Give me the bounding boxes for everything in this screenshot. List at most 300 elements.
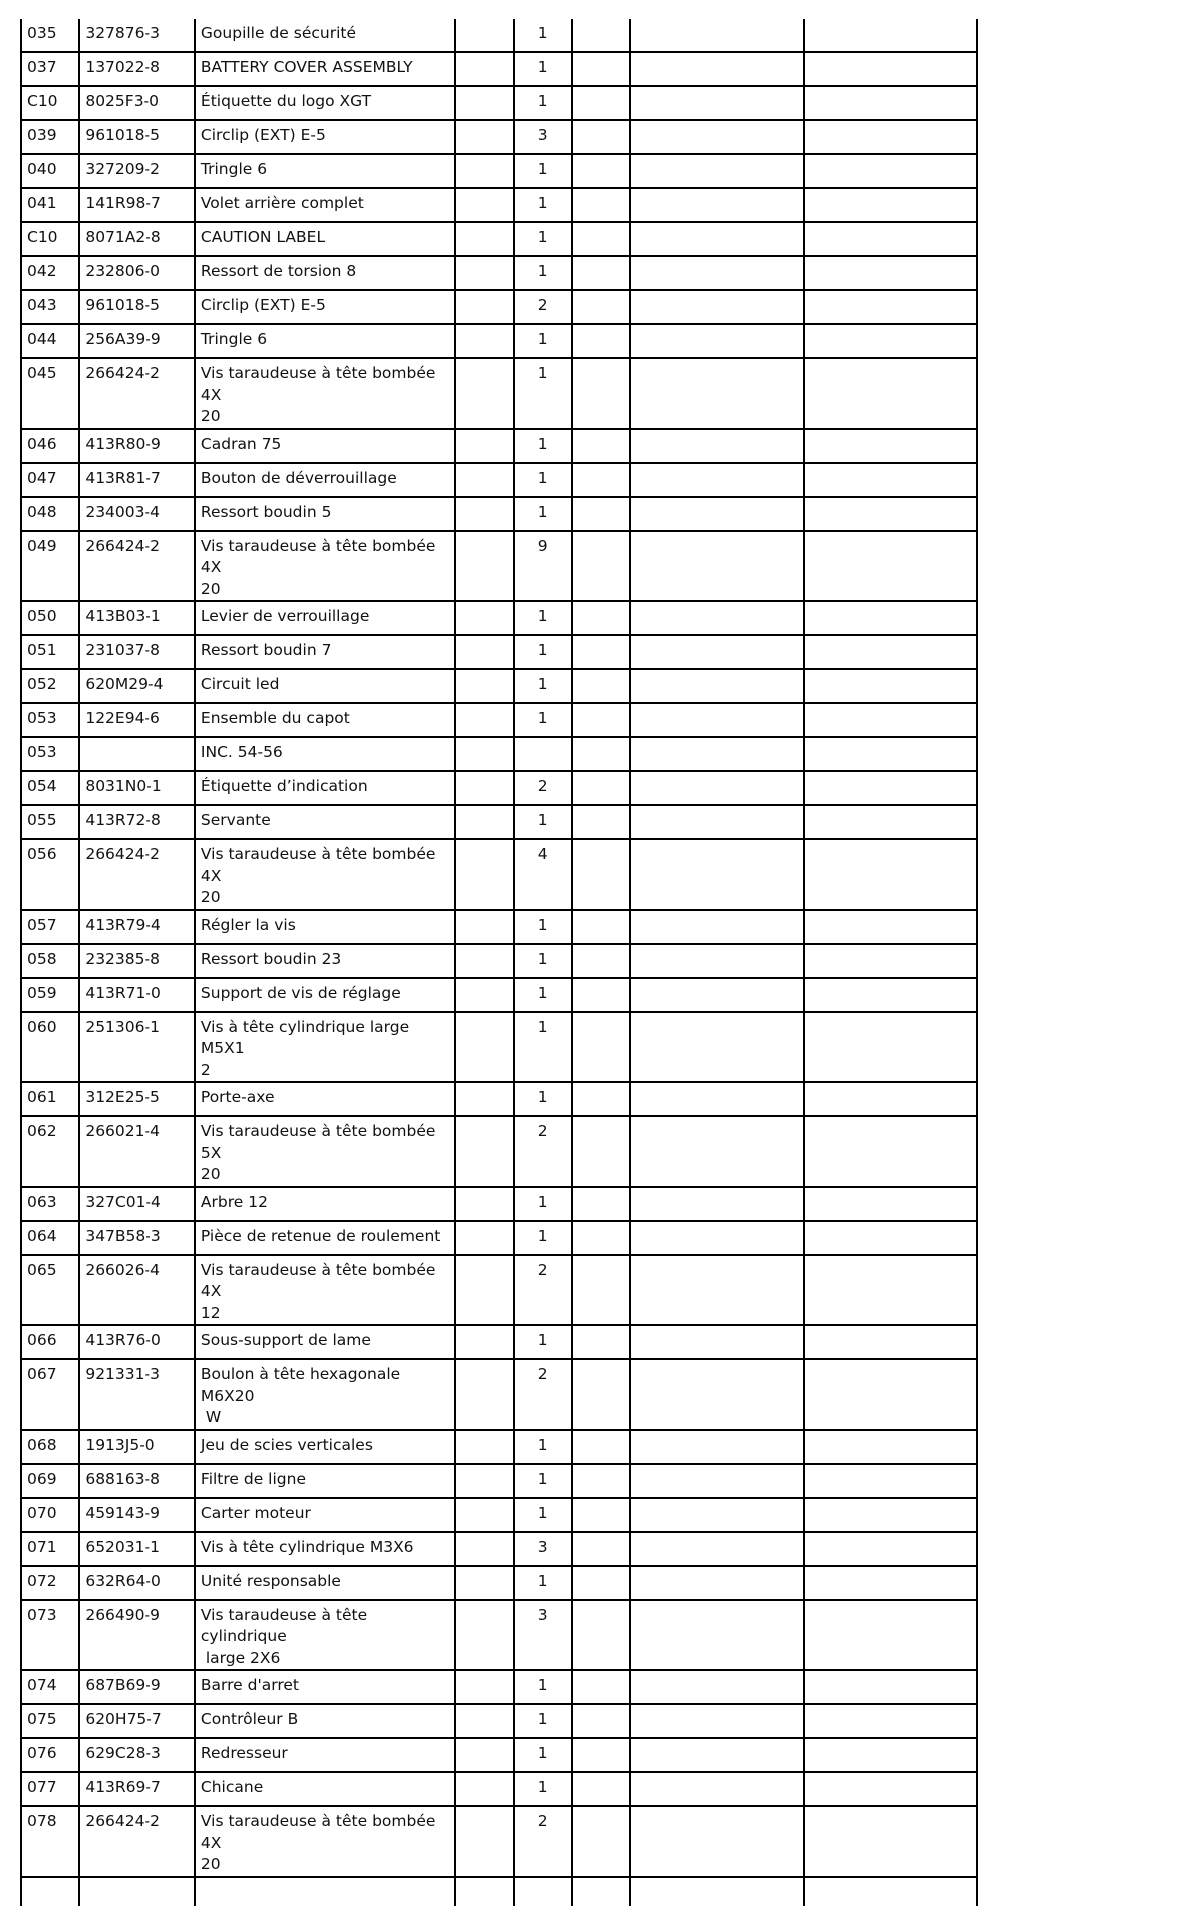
empty-cell — [804, 1498, 977, 1532]
empty-cell — [572, 86, 630, 120]
empty-cell — [630, 222, 804, 256]
description-cell: Contrôleur B — [195, 1704, 455, 1738]
empty-cell — [630, 1738, 804, 1772]
item-number-cell: 066 — [21, 1325, 79, 1359]
empty-cell — [804, 1464, 977, 1498]
empty-cell — [455, 1738, 513, 1772]
empty-cell — [455, 1704, 513, 1738]
table-row — [21, 1464, 977, 1498]
table-row — [21, 222, 977, 256]
empty-cell — [455, 531, 513, 602]
item-number-cell: 065 — [21, 1255, 79, 1326]
empty-cell — [630, 52, 804, 86]
description-cell: Vis taraudeuse à tête bombée 4X 12 — [195, 1255, 455, 1326]
empty-cell — [630, 669, 804, 703]
quantity-cell: 1 — [514, 222, 572, 256]
quantity-cell: 1 — [514, 52, 572, 86]
empty-cell — [195, 1877, 455, 1906]
empty-cell — [455, 978, 513, 1012]
part-number-cell: 687B69-9 — [79, 1670, 195, 1704]
empty-cell — [630, 839, 804, 910]
empty-cell — [630, 120, 804, 154]
empty-cell — [630, 290, 804, 324]
empty-cell — [21, 1877, 79, 1906]
quantity-cell — [514, 737, 572, 771]
table-row — [21, 839, 977, 910]
description-cell: Ressort boudin 5 — [195, 497, 455, 531]
item-number-cell: 040 — [21, 154, 79, 188]
empty-cell — [455, 1221, 513, 1255]
item-number-cell: 056 — [21, 839, 79, 910]
part-number-cell: 122E94-6 — [79, 703, 195, 737]
quantity-cell: 3 — [514, 1600, 572, 1671]
empty-cell — [455, 188, 513, 222]
quantity-cell: 1 — [514, 429, 572, 463]
empty-cell — [804, 1532, 977, 1566]
empty-cell — [572, 910, 630, 944]
empty-cell — [804, 1772, 977, 1806]
empty-cell — [572, 1738, 630, 1772]
part-number-cell: 8071A2-8 — [79, 222, 195, 256]
empty-cell — [79, 1877, 195, 1906]
empty-cell — [630, 19, 804, 52]
description-cell: Ressort de torsion 8 — [195, 256, 455, 290]
part-number-cell: 8031N0-1 — [79, 771, 195, 805]
table-row — [21, 978, 977, 1012]
empty-cell — [804, 1877, 977, 1906]
empty-cell — [455, 19, 513, 52]
table-row — [21, 290, 977, 324]
quantity-cell: 1 — [514, 19, 572, 52]
empty-cell — [572, 1532, 630, 1566]
quantity-cell: 1 — [514, 1082, 572, 1116]
part-number-cell: 327C01-4 — [79, 1187, 195, 1221]
empty-cell — [572, 1877, 630, 1906]
empty-cell — [455, 1187, 513, 1221]
item-number-cell: 062 — [21, 1116, 79, 1187]
part-number-cell: 459143-9 — [79, 1498, 195, 1532]
empty-cell — [455, 429, 513, 463]
item-number-cell: 054 — [21, 771, 79, 805]
empty-cell — [572, 1806, 630, 1877]
quantity-cell: 1 — [514, 188, 572, 222]
empty-cell — [455, 222, 513, 256]
empty-cell — [630, 463, 804, 497]
empty-cell — [572, 1255, 630, 1326]
table-row — [21, 1670, 977, 1704]
description-cell: Volet arrière complet — [195, 188, 455, 222]
description-cell: Jeu de scies verticales — [195, 1430, 455, 1464]
empty-cell — [572, 1012, 630, 1083]
item-number-cell: 071 — [21, 1532, 79, 1566]
empty-cell — [455, 944, 513, 978]
item-number-cell: 074 — [21, 1670, 79, 1704]
part-number-cell: 141R98-7 — [79, 188, 195, 222]
empty-cell — [804, 531, 977, 602]
part-number-cell: 620M29-4 — [79, 669, 195, 703]
empty-cell — [804, 910, 977, 944]
item-number-cell: 058 — [21, 944, 79, 978]
empty-cell — [572, 463, 630, 497]
description-cell: INC. 54-56 — [195, 737, 455, 771]
empty-cell — [804, 1430, 977, 1464]
table-row — [21, 1600, 977, 1671]
empty-cell — [630, 1325, 804, 1359]
empty-cell — [804, 1566, 977, 1600]
empty-cell — [572, 1325, 630, 1359]
empty-cell — [804, 358, 977, 429]
empty-cell — [630, 601, 804, 635]
empty-cell — [455, 1498, 513, 1532]
quantity-cell: 1 — [514, 1464, 572, 1498]
table-row — [21, 1187, 977, 1221]
description-cell: Porte-axe — [195, 1082, 455, 1116]
table-row — [21, 1325, 977, 1359]
empty-cell — [630, 1772, 804, 1806]
item-number-cell: 061 — [21, 1082, 79, 1116]
empty-cell — [572, 703, 630, 737]
part-number-cell: 266424-2 — [79, 531, 195, 602]
quantity-cell: 2 — [514, 771, 572, 805]
empty-cell — [572, 771, 630, 805]
empty-cell — [455, 1359, 513, 1430]
item-number-cell: 063 — [21, 1187, 79, 1221]
part-number-cell: 413R80-9 — [79, 429, 195, 463]
part-number-cell: 266424-2 — [79, 839, 195, 910]
empty-cell — [630, 1566, 804, 1600]
part-number-cell: 1913J5-0 — [79, 1430, 195, 1464]
empty-cell — [455, 1116, 513, 1187]
empty-cell — [572, 1430, 630, 1464]
part-number-cell: 256A39-9 — [79, 324, 195, 358]
empty-cell — [455, 1877, 513, 1906]
empty-cell — [572, 154, 630, 188]
item-number-cell: 047 — [21, 463, 79, 497]
part-number-cell: 632R64-0 — [79, 1566, 195, 1600]
empty-cell — [804, 1116, 977, 1187]
quantity-cell: 1 — [514, 1187, 572, 1221]
table-row — [21, 1772, 977, 1806]
empty-cell — [804, 120, 977, 154]
empty-cell — [455, 1566, 513, 1600]
empty-cell — [572, 120, 630, 154]
empty-cell — [572, 429, 630, 463]
empty-cell — [455, 52, 513, 86]
empty-cell — [455, 1012, 513, 1083]
description-cell: Vis à tête cylindrique large M5X1 2 — [195, 1012, 455, 1083]
quantity-cell: 1 — [514, 86, 572, 120]
part-number-cell: 327876-3 — [79, 19, 195, 52]
table-row — [21, 358, 977, 429]
part-number-cell: 921331-3 — [79, 1359, 195, 1430]
empty-cell — [630, 737, 804, 771]
part-number-cell: 347B58-3 — [79, 1221, 195, 1255]
table-row — [21, 188, 977, 222]
part-number-cell: 266424-2 — [79, 1806, 195, 1877]
empty-cell — [630, 1359, 804, 1430]
quantity-cell: 1 — [514, 1430, 572, 1464]
table-row — [21, 1566, 977, 1600]
empty-cell — [455, 737, 513, 771]
part-number-cell: 961018-5 — [79, 290, 195, 324]
empty-cell — [455, 635, 513, 669]
empty-cell — [630, 1012, 804, 1083]
description-cell: Vis à tête cylindrique M3X6 — [195, 1532, 455, 1566]
description-cell: Cadran 75 — [195, 429, 455, 463]
empty-cell — [455, 1082, 513, 1116]
item-number-cell: 037 — [21, 52, 79, 86]
empty-cell — [455, 1670, 513, 1704]
quantity-cell: 1 — [514, 358, 572, 429]
table-row — [21, 52, 977, 86]
empty-cell — [455, 601, 513, 635]
empty-cell — [455, 1806, 513, 1877]
empty-cell — [804, 19, 977, 52]
item-number-cell: 059 — [21, 978, 79, 1012]
quantity-cell: 1 — [514, 944, 572, 978]
empty-cell — [804, 1704, 977, 1738]
quantity-cell: 1 — [514, 601, 572, 635]
description-cell: Pièce de retenue de roulement — [195, 1221, 455, 1255]
description-cell: Circlip (EXT) E-5 — [195, 120, 455, 154]
empty-cell — [630, 910, 804, 944]
part-number-cell: 266490-9 — [79, 1600, 195, 1671]
description-cell: CAUTION LABEL — [195, 222, 455, 256]
item-number-cell: 044 — [21, 324, 79, 358]
empty-cell — [630, 1704, 804, 1738]
empty-cell — [455, 1325, 513, 1359]
empty-cell — [572, 1772, 630, 1806]
quantity-cell: 1 — [514, 256, 572, 290]
quantity-cell: 3 — [514, 1532, 572, 1566]
empty-cell — [572, 1464, 630, 1498]
description-cell: Circuit led — [195, 669, 455, 703]
description-cell: Levier de verrouillage — [195, 601, 455, 635]
empty-cell — [804, 1187, 977, 1221]
item-number-cell: 055 — [21, 805, 79, 839]
table-row — [21, 120, 977, 154]
item-number-cell: 064 — [21, 1221, 79, 1255]
table-row — [21, 497, 977, 531]
item-number-cell: 067 — [21, 1359, 79, 1430]
empty-cell — [455, 805, 513, 839]
description-cell: Vis taraudeuse à tête bombée 4X 20 — [195, 839, 455, 910]
description-cell: BATTERY COVER ASSEMBLY — [195, 52, 455, 86]
quantity-cell: 2 — [514, 1806, 572, 1877]
quantity-cell: 4 — [514, 839, 572, 910]
quantity-cell: 3 — [514, 120, 572, 154]
empty-cell — [804, 1255, 977, 1326]
empty-cell — [630, 429, 804, 463]
part-number-cell: 266424-2 — [79, 358, 195, 429]
item-number-cell: 068 — [21, 1430, 79, 1464]
empty-cell — [804, 1082, 977, 1116]
table-row — [21, 669, 977, 703]
empty-cell — [630, 1498, 804, 1532]
empty-cell — [572, 1082, 630, 1116]
item-number-cell: 073 — [21, 1600, 79, 1671]
empty-cell — [455, 1255, 513, 1326]
empty-cell — [804, 601, 977, 635]
empty-cell — [804, 429, 977, 463]
quantity-cell: 1 — [514, 1670, 572, 1704]
empty-cell — [630, 497, 804, 531]
empty-cell — [804, 463, 977, 497]
item-number-cell: 042 — [21, 256, 79, 290]
empty-cell — [804, 805, 977, 839]
empty-cell — [804, 978, 977, 1012]
description-cell: Tringle 6 — [195, 324, 455, 358]
empty-cell — [572, 1600, 630, 1671]
quantity-cell: 1 — [514, 497, 572, 531]
empty-cell — [455, 771, 513, 805]
item-number-cell: 075 — [21, 1704, 79, 1738]
item-number-cell: 057 — [21, 910, 79, 944]
empty-cell — [572, 497, 630, 531]
empty-cell — [804, 1806, 977, 1877]
table-row — [21, 1806, 977, 1877]
item-number-cell: 035 — [21, 19, 79, 52]
quantity-cell: 1 — [514, 635, 572, 669]
quantity-cell: 1 — [514, 978, 572, 1012]
empty-cell — [630, 635, 804, 669]
description-cell: Arbre 12 — [195, 1187, 455, 1221]
empty-cell — [572, 1670, 630, 1704]
table-row — [21, 771, 977, 805]
empty-cell — [630, 1464, 804, 1498]
part-number-cell: 413R71-0 — [79, 978, 195, 1012]
table-row — [21, 1498, 977, 1532]
description-cell: Vis taraudeuse à tête bombée 5X 20 — [195, 1116, 455, 1187]
quantity-cell: 1 — [514, 1325, 572, 1359]
empty-cell — [804, 944, 977, 978]
quantity-cell: 1 — [514, 1012, 572, 1083]
empty-cell — [630, 358, 804, 429]
parts-table-body — [21, 19, 977, 1906]
table-row — [21, 463, 977, 497]
empty-cell — [630, 1532, 804, 1566]
empty-cell — [572, 324, 630, 358]
empty-cell — [804, 256, 977, 290]
parts-table — [20, 19, 978, 1906]
empty-cell — [455, 910, 513, 944]
part-number-cell: 266021-4 — [79, 1116, 195, 1187]
empty-cell — [804, 222, 977, 256]
empty-cell — [455, 497, 513, 531]
part-number-cell: 413R79-4 — [79, 910, 195, 944]
empty-cell — [630, 1600, 804, 1671]
item-number-cell: C10 — [21, 86, 79, 120]
item-number-cell: 076 — [21, 1738, 79, 1772]
description-cell: Redresseur — [195, 1738, 455, 1772]
table-row — [21, 1221, 977, 1255]
empty-cell — [804, 324, 977, 358]
empty-cell — [804, 771, 977, 805]
table-row — [21, 601, 977, 635]
table-row — [21, 256, 977, 290]
description-cell: Étiquette du logo XGT — [195, 86, 455, 120]
item-number-cell: 053 — [21, 703, 79, 737]
quantity-cell: 2 — [514, 1255, 572, 1326]
empty-cell — [455, 120, 513, 154]
empty-cell — [572, 944, 630, 978]
empty-cell — [630, 1877, 804, 1906]
quantity-cell: 9 — [514, 531, 572, 602]
empty-cell — [804, 154, 977, 188]
description-cell: Sous-support de lame — [195, 1325, 455, 1359]
empty-cell — [572, 1498, 630, 1532]
parts-list-sheet — [20, 19, 978, 1906]
item-number-cell: 077 — [21, 1772, 79, 1806]
table-row — [21, 19, 977, 52]
table-row — [21, 1255, 977, 1326]
description-cell: Circlip (EXT) E-5 — [195, 290, 455, 324]
item-number-cell: 070 — [21, 1498, 79, 1532]
empty-cell — [630, 944, 804, 978]
empty-cell — [630, 154, 804, 188]
empty-cell — [630, 188, 804, 222]
description-cell: Filtre de ligne — [195, 1464, 455, 1498]
empty-cell — [455, 703, 513, 737]
item-number-cell: 046 — [21, 429, 79, 463]
part-number-cell: 413R69-7 — [79, 1772, 195, 1806]
part-number-cell: 234003-4 — [79, 497, 195, 531]
empty-cell — [804, 1325, 977, 1359]
description-cell: Servante — [195, 805, 455, 839]
description-cell: Goupille de sécurité — [195, 19, 455, 52]
empty-cell — [630, 1670, 804, 1704]
table-row — [21, 703, 977, 737]
item-number-cell: 072 — [21, 1566, 79, 1600]
empty-cell — [630, 978, 804, 1012]
empty-cell — [572, 52, 630, 86]
empty-cell — [804, 1670, 977, 1704]
part-number-cell: 413B03-1 — [79, 601, 195, 635]
empty-cell — [804, 188, 977, 222]
quantity-cell: 1 — [514, 805, 572, 839]
description-cell: Chicane — [195, 1772, 455, 1806]
table-row — [21, 429, 977, 463]
empty-cell — [804, 737, 977, 771]
empty-cell — [572, 1704, 630, 1738]
empty-cell — [572, 1187, 630, 1221]
table-row — [21, 1430, 977, 1464]
item-number-cell: 060 — [21, 1012, 79, 1083]
empty-cell — [804, 497, 977, 531]
empty-cell — [455, 669, 513, 703]
description-cell: Ressort boudin 23 — [195, 944, 455, 978]
empty-cell — [572, 737, 630, 771]
empty-cell — [630, 1255, 804, 1326]
table-row — [21, 1532, 977, 1566]
empty-cell — [630, 531, 804, 602]
quantity-cell: 1 — [514, 1498, 572, 1532]
empty-cell — [572, 19, 630, 52]
description-cell: Vis taraudeuse à tête bombée 4X 20 — [195, 358, 455, 429]
empty-cell — [572, 805, 630, 839]
description-cell: Tringle 6 — [195, 154, 455, 188]
part-number-cell: 652031-1 — [79, 1532, 195, 1566]
empty-cell — [804, 839, 977, 910]
part-number-cell: 232385-8 — [79, 944, 195, 978]
empty-cell — [630, 324, 804, 358]
empty-cell — [572, 1359, 630, 1430]
item-number-cell: 051 — [21, 635, 79, 669]
item-number-cell: C10 — [21, 222, 79, 256]
empty-cell — [455, 1532, 513, 1566]
item-number-cell: 043 — [21, 290, 79, 324]
empty-cell — [630, 1187, 804, 1221]
